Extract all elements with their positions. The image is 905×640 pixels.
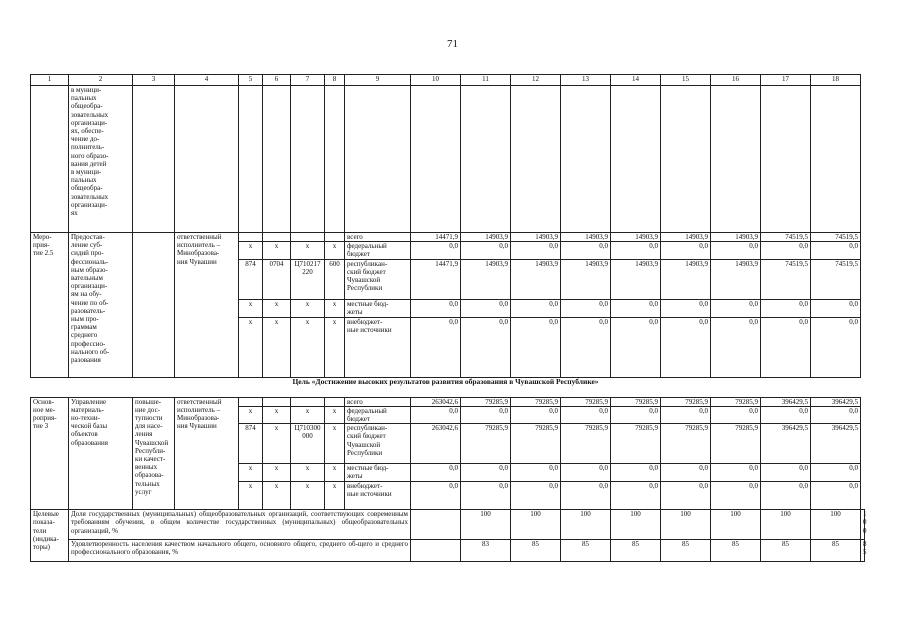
amount-cell: 0,0 — [711, 317, 761, 377]
indicator-value: 100 — [861, 510, 865, 540]
amount-cell: 0,0 — [661, 464, 711, 482]
continuation-row — [31, 86, 865, 233]
funding-source: всего — [345, 233, 411, 242]
indicator-value: 100 — [811, 510, 861, 540]
indicator-value: 85 — [661, 540, 711, 562]
cell-empty — [31, 86, 69, 233]
section-code: x — [263, 406, 291, 423]
cell-empty — [561, 86, 611, 233]
m25-name: Предостав- ление суб- сидий про- фессиональ- ным образо- вательным организаци- ям на обу- чение по об- разователь- ным про- граммам среднего профессио- нального об- разования — [69, 233, 133, 378]
column-number: 3 — [133, 75, 175, 86]
amount-cell: 263042,6 — [411, 397, 461, 406]
cell-empty — [761, 86, 811, 233]
column-number: 13 — [561, 75, 611, 86]
expense-type-code: x — [325, 317, 345, 377]
expense-type-code: 600 — [325, 259, 345, 299]
indicator-value: 83 — [461, 540, 511, 562]
column-number: 6 — [263, 75, 291, 86]
column-number: 12 — [511, 75, 561, 86]
om3-task: повыше- ние дос- тупности для насе- ления Чувашской Республи- ки качест- венных образова- тельных услуг — [133, 397, 175, 510]
amount-cell: 79285,9 — [661, 397, 711, 406]
column-number: 17 — [761, 75, 811, 86]
amount-cell: 74519,5 — [761, 259, 811, 299]
amount-cell: 0,0 — [611, 299, 661, 317]
amount-cell: 79285,9 — [611, 424, 661, 464]
indicator-text: Доля государственных (муниципальных) общеобразовательных организаций, соответствующих современным требованиям обучения, в общем количестве государственных (муниципальных) общеобразовательных организаций, % — [69, 510, 411, 540]
section-code: x — [263, 424, 291, 464]
grbs-code: x — [239, 317, 263, 377]
amount-cell: 14471,9 — [411, 259, 461, 299]
funding-source: всего — [345, 397, 411, 406]
amount-cell: 0,0 — [811, 464, 861, 482]
amount-cell: 14903,9 — [711, 259, 761, 299]
amount-cell: 0,0 — [811, 482, 861, 510]
grbs-code: x — [239, 464, 263, 482]
amount-cell: 263042,6 — [411, 424, 461, 464]
goal-title: Цель «Достижение высоких результатов развития образования в Чувашской Республике» — [31, 377, 861, 397]
indicator-value: 85 — [811, 540, 861, 562]
column-number: 15 — [661, 75, 711, 86]
target-article-code — [291, 397, 325, 406]
indicator-value: 85 — [861, 540, 865, 562]
amount-cell: 0,0 — [761, 299, 811, 317]
amount-cell: 0,0 — [711, 482, 761, 510]
cell-empty — [661, 86, 711, 233]
cell-empty — [711, 86, 761, 233]
cell-empty — [411, 510, 461, 540]
column-number: 16 — [711, 75, 761, 86]
indicator-value: 100 — [561, 510, 611, 540]
table-body — [31, 75, 865, 562]
indicator-row — [31, 510, 865, 540]
amount-cell: 0,0 — [761, 242, 811, 259]
column-number: 7 — [291, 75, 325, 86]
amount-cell: 0,0 — [511, 482, 561, 510]
amount-cell: 0,0 — [561, 242, 611, 259]
om3-executor: ответственный исполнитель – Минобразова- ния Чувашии — [175, 397, 239, 510]
grbs-code: x — [239, 406, 263, 423]
cell-empty — [411, 86, 461, 233]
expense-type-code: x — [325, 242, 345, 259]
column-number: 11 — [461, 75, 511, 86]
amount-cell: 0,0 — [411, 464, 461, 482]
m25-executor: ответственный исполнитель – Минобразова- ния Чувашии — [175, 233, 239, 378]
amount-cell: 0,0 — [761, 406, 811, 423]
section-code — [263, 397, 291, 406]
header-row — [31, 75, 865, 86]
amount-cell: 14903,9 — [611, 259, 661, 299]
amount-cell: 0,0 — [411, 317, 461, 377]
section-code: x — [263, 482, 291, 510]
indicator-value: 85 — [511, 540, 561, 562]
goal-row — [31, 377, 865, 397]
amount-cell: 14903,9 — [561, 259, 611, 299]
grbs-code: x — [239, 482, 263, 510]
target-article-code: x — [291, 406, 325, 423]
amount-cell: 0,0 — [511, 299, 561, 317]
grbs-code: x — [239, 242, 263, 259]
amount-cell: 14903,9 — [611, 233, 661, 242]
amount-cell: 0,0 — [811, 242, 861, 259]
section-code: x — [263, 317, 291, 377]
indicator-value: 85 — [761, 540, 811, 562]
expense-type-code: x — [325, 464, 345, 482]
amount-cell: 74519,5 — [811, 259, 861, 299]
amount-cell: 0,0 — [561, 317, 611, 377]
amount-cell: 0,0 — [511, 464, 561, 482]
amount-cell: 0,0 — [661, 406, 711, 423]
column-number: 8 — [325, 75, 345, 86]
amount-cell: 0,0 — [711, 299, 761, 317]
amount-cell: 14903,9 — [661, 259, 711, 299]
amount-cell: 0,0 — [661, 482, 711, 510]
indicator-value: 100 — [511, 510, 561, 540]
amount-cell: 79285,9 — [561, 397, 611, 406]
target-article-code: x — [291, 464, 325, 482]
amount-cell: 0,0 — [611, 317, 661, 377]
expense-type-code — [325, 397, 345, 406]
amount-cell: 79285,9 — [511, 424, 561, 464]
cell-empty — [345, 86, 411, 233]
om3-name: Управление материаль- но-техни- ческой базы объектов образования — [69, 397, 133, 510]
amount-cell: 0,0 — [811, 317, 861, 377]
amount-cell: 14903,9 — [461, 233, 511, 242]
cell-empty — [511, 86, 561, 233]
column-number: 9 — [345, 75, 411, 86]
cell-empty — [175, 86, 239, 233]
indicator-value: 100 — [761, 510, 811, 540]
amount-cell: 0,0 — [461, 299, 511, 317]
m25-task — [133, 233, 175, 378]
cell-empty — [291, 86, 325, 233]
amount-cell: 79285,9 — [661, 424, 711, 464]
page-number: 71 — [447, 38, 458, 50]
om3-row — [31, 397, 865, 406]
amount-cell: 79285,9 — [561, 424, 611, 464]
funding-source: местные бюд- жеты — [345, 299, 411, 317]
expense-type-code — [325, 233, 345, 242]
amount-cell: 396429,5 — [761, 397, 811, 406]
amount-cell: 79285,9 — [461, 397, 511, 406]
amount-cell: 14903,9 — [511, 259, 561, 299]
indicator-text: Удовлетворенность населения качеством начального общего, основного общего, среднего об-щего и среднего профессионального образования, % — [69, 540, 411, 562]
amount-cell: 0,0 — [811, 406, 861, 423]
indicator-value: 85 — [711, 540, 761, 562]
funding-source: местные бюд- жеты — [345, 464, 411, 482]
target-article-code: x — [291, 299, 325, 317]
amount-cell: 0,0 — [411, 299, 461, 317]
cell-empty — [133, 86, 175, 233]
target-article-code: x — [291, 242, 325, 259]
grbs-code — [239, 397, 263, 406]
amount-cell: 0,0 — [461, 317, 511, 377]
indicator-value: 85 — [561, 540, 611, 562]
financing-table — [30, 74, 865, 562]
expense-type-code: x — [325, 406, 345, 423]
column-number: 18 — [811, 75, 861, 86]
amount-cell: 0,0 — [461, 464, 511, 482]
target-article-code: Ц710217 220 — [291, 259, 325, 299]
indicator-row — [31, 540, 865, 562]
cell-empty — [811, 86, 861, 233]
amount-cell: 0,0 — [611, 242, 661, 259]
column-number: 4 — [175, 75, 239, 86]
continued-description: в муници- пальных общеобра- зовательных организаци- ях, обеспе- чение до- полнитель- ного образо- вания детей в муници- пальных общеобра- зовательных организаци- ях — [69, 86, 133, 233]
expense-type-code: x — [325, 424, 345, 464]
funding-source: республикан- ский бюджет Чувашской Республики — [345, 424, 411, 464]
section-code: x — [263, 242, 291, 259]
amount-cell: 79285,9 — [711, 424, 761, 464]
section-code: 0704 — [263, 259, 291, 299]
indicator-value: 100 — [611, 510, 661, 540]
amount-cell: 396429,5 — [811, 397, 861, 406]
amount-cell: 396429,5 — [811, 424, 861, 464]
amount-cell: 74519,5 — [811, 233, 861, 242]
expense-type-code: x — [325, 299, 345, 317]
target-article-code: Ц710300 000 — [291, 424, 325, 464]
amount-cell: 0,0 — [761, 464, 811, 482]
m25-row — [31, 233, 865, 242]
amount-cell: 79285,9 — [461, 424, 511, 464]
grbs-code: 874 — [239, 424, 263, 464]
amount-cell: 0,0 — [661, 242, 711, 259]
cell-empty — [325, 86, 345, 233]
target-article-code — [291, 233, 325, 242]
amount-cell: 0,0 — [661, 317, 711, 377]
section-code — [263, 233, 291, 242]
amount-cell: 14903,9 — [561, 233, 611, 242]
amount-cell: 0,0 — [611, 406, 661, 423]
indicator-value: 100 — [461, 510, 511, 540]
amount-cell: 0,0 — [711, 464, 761, 482]
grbs-code: x — [239, 299, 263, 317]
funding-source: федеральный бюджет — [345, 406, 411, 423]
amount-cell: 74519,5 — [761, 233, 811, 242]
indicators-label: Целевые показа- тели (индика- торы) — [31, 510, 69, 562]
amount-cell: 0,0 — [411, 482, 461, 510]
amount-cell: 0,0 — [611, 482, 661, 510]
amount-cell: 14903,9 — [661, 233, 711, 242]
amount-cell: 14903,9 — [711, 233, 761, 242]
funding-source: республикан- ский бюджет Чувашской Республики — [345, 259, 411, 299]
amount-cell: 0,0 — [761, 482, 811, 510]
section-code: x — [263, 299, 291, 317]
amount-cell: 0,0 — [561, 464, 611, 482]
amount-cell: 79285,9 — [511, 397, 561, 406]
indicator-value: 100 — [711, 510, 761, 540]
amount-cell: 0,0 — [511, 406, 561, 423]
m25-label: Меро- прия- тие 2.5 — [31, 233, 69, 378]
amount-cell: 14471,9 — [411, 233, 461, 242]
amount-cell: 0,0 — [711, 242, 761, 259]
amount-cell: 396429,5 — [761, 424, 811, 464]
cell-empty — [461, 86, 511, 233]
amount-cell: 14903,9 — [511, 233, 561, 242]
target-article-code: x — [291, 482, 325, 510]
amount-cell: 0,0 — [511, 242, 561, 259]
cell-empty — [611, 86, 661, 233]
amount-cell: 0,0 — [561, 299, 611, 317]
amount-cell: 14903,9 — [461, 259, 511, 299]
amount-cell: 0,0 — [761, 317, 811, 377]
amount-cell: 0,0 — [461, 242, 511, 259]
cell-empty — [263, 86, 291, 233]
amount-cell: 0,0 — [811, 299, 861, 317]
amount-cell: 79285,9 — [611, 397, 661, 406]
column-number: 14 — [611, 75, 661, 86]
amount-cell: 0,0 — [461, 482, 511, 510]
section-code: x — [263, 464, 291, 482]
amount-cell: 0,0 — [611, 464, 661, 482]
amount-cell: 0,0 — [511, 317, 561, 377]
column-number: 2 — [69, 75, 133, 86]
target-article-code: x — [291, 317, 325, 377]
amount-cell: 0,0 — [561, 482, 611, 510]
amount-cell: 0,0 — [411, 242, 461, 259]
grbs-code: 874 — [239, 259, 263, 299]
cell-empty — [411, 540, 461, 562]
funding-source: внебюджет- ные источники — [345, 317, 411, 377]
funding-source: федеральный бюджет — [345, 242, 411, 259]
amount-cell: 0,0 — [461, 406, 511, 423]
expense-type-code: x — [325, 482, 345, 510]
column-number: 1 — [31, 75, 69, 86]
om3-label: Основ- ное ме- роприя- тие 3 — [31, 397, 69, 510]
column-number: 10 — [411, 75, 461, 86]
indicator-value: 100 — [661, 510, 711, 540]
cell-empty — [239, 86, 263, 233]
amount-cell: 0,0 — [711, 406, 761, 423]
amount-cell: 0,0 — [411, 406, 461, 423]
funding-source: внебюджет- ные источники — [345, 482, 411, 510]
amount-cell: 79285,9 — [711, 397, 761, 406]
indicator-value: 85 — [611, 540, 661, 562]
column-number: 5 — [239, 75, 263, 86]
amount-cell: 0,0 — [561, 406, 611, 423]
amount-cell: 0,0 — [661, 299, 711, 317]
grbs-code — [239, 233, 263, 242]
